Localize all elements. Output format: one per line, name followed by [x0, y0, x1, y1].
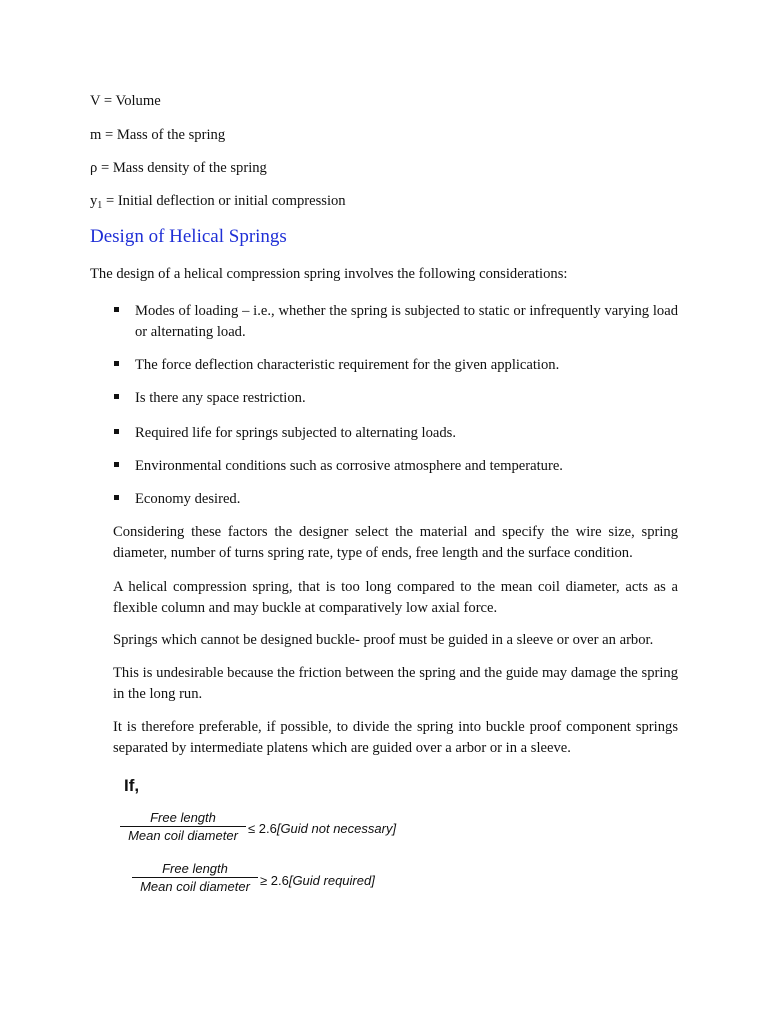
- definition-initial-deflection: $y_1$ = Initial deflection or initial compression: [90, 193, 346, 211]
- fraction-denominator: Mean coil diameter: [128, 828, 238, 843]
- definition-mass: m = Mass of the spring: [90, 127, 226, 143]
- formula-condition-1: ≤ 2.6[Guid not necessary]: [248, 821, 397, 836]
- bullet-square-icon: [114, 394, 119, 399]
- paragraph-friction: This is undesirable because the friction between the spring and the guide may damage the spring in the long run.: [113, 665, 678, 702]
- bullet-square-icon: [114, 429, 119, 434]
- definition-density: ρ = Mass density of the spring: [90, 160, 267, 176]
- paragraph-guiding: Springs which cannot be designed buckle- proof must be guided in a sleeve or over an arbor.: [113, 632, 654, 648]
- bullet-square-icon: [114, 361, 119, 366]
- section-heading: Design of Helical Springs: [90, 226, 287, 247]
- formula-fraction-1: [120, 810, 246, 843]
- bullet-square-icon: [114, 495, 119, 500]
- intro-paragraph: The design of a helical compression spring involves the following considerations:: [90, 266, 568, 282]
- bullet-square-icon: [114, 307, 119, 312]
- fraction-denominator: Mean coil diameter: [140, 879, 250, 894]
- fraction-numerator: Free length: [150, 810, 216, 825]
- formula-fraction-2: [132, 861, 258, 894]
- paragraph-component-springs: It is therefore preferable, if possible, to divide the spring into buckle proof component springs separated by intermediate platens which are guided over a arbor or in a sleeve.: [113, 719, 678, 756]
- paragraph-buckling: A helical compression spring, that is too long compared to the mean coil diameter, acts as a flexible column and may buckle at comparatively low axial force.: [113, 579, 678, 616]
- bullet-square-icon: [114, 462, 119, 467]
- formula-condition-2: ≥ 2.6[Guid required]: [260, 873, 375, 888]
- fraction-numerator: Free length: [162, 861, 228, 876]
- formula-if-label: If,: [124, 776, 140, 795]
- definition-volume: V = Volume: [90, 93, 161, 109]
- paragraph-design-factors: Considering these factors the designer select the material and specify the wire size, spring diameter, number of turns spring rate, type of ends, free length and the surface condition.: [113, 524, 678, 561]
